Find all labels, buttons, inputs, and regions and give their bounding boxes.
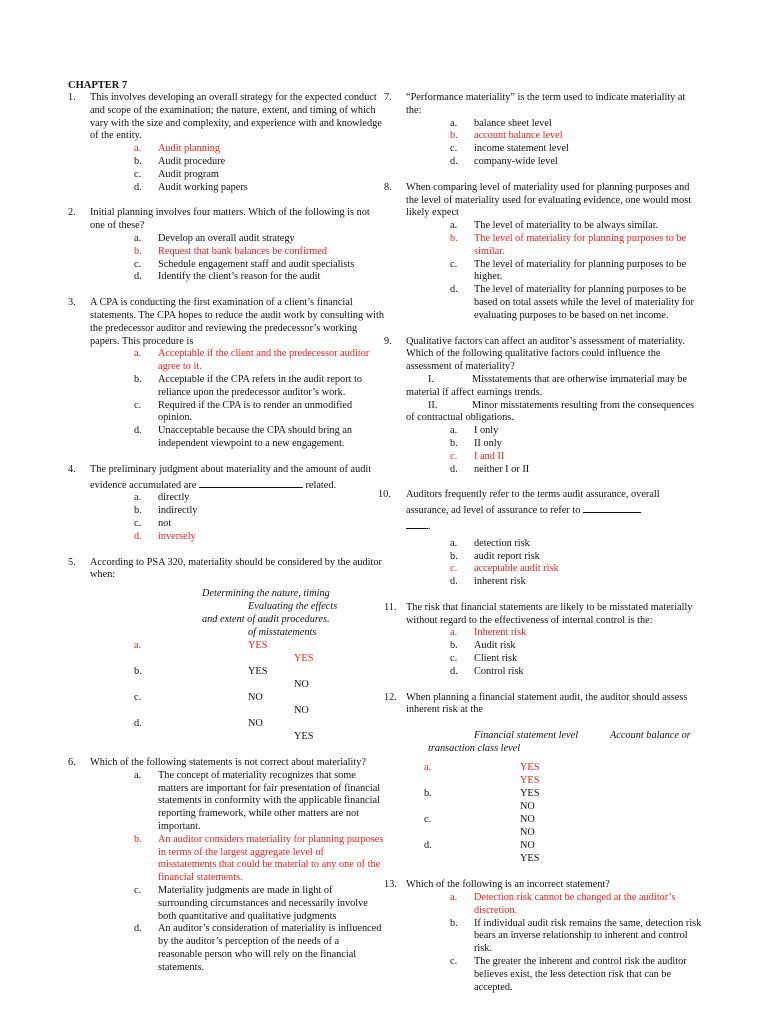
option-b[interactable]: b. Audit risk bbox=[450, 640, 516, 652]
roman-numeral: I. bbox=[428, 373, 435, 385]
option-b[interactable]: b. The level of materiality for planning purposes to be similar. bbox=[450, 232, 687, 257]
option-d[interactable]: d. The level of materiality for planning purposes to be based on total assets while the level of materiality for evaluating purposes to be based on net income. bbox=[450, 284, 694, 321]
option-c[interactable]: c. Audit program bbox=[134, 168, 219, 180]
question-number: 12. bbox=[384, 691, 397, 703]
question-text: Initial planning involves four matters. Which of the following is not one of these? bbox=[90, 207, 370, 232]
option-c[interactable]: c. NO bbox=[424, 814, 535, 826]
option-a[interactable]: a. I only bbox=[450, 425, 499, 437]
option-d[interactable]: d. inversely bbox=[134, 530, 196, 542]
option-a[interactable]: a. Develop an overall audit strategy bbox=[134, 232, 295, 244]
question-text: Which of the following statements is not correct about materiality? bbox=[90, 757, 366, 769]
option-d[interactable]: d. An auditor’s consideration of materiality is influenced by the auditor’s perception of the needs of a reasonable person who will rely on the financial statements. bbox=[134, 923, 382, 973]
roman-numeral: II. bbox=[428, 399, 438, 411]
option-d[interactable]: d. company-wide level bbox=[450, 155, 558, 167]
option-c[interactable]: c. Schedule engagement staff and audit specialists bbox=[134, 258, 355, 270]
option-b[interactable]: b. Request that bank balances be confirmed bbox=[134, 245, 327, 257]
question-text: A CPA is conducting the first examination of a client’s financial statements. The CPA hopes to reduce the audit work by consulting with the predecessor auditor and reviewing the predecessor’s working papers. This procedure is bbox=[90, 297, 384, 347]
right-column bbox=[378, 92, 702, 994]
option-c[interactable]: c. Required if the CPA is to render an unmodified opinion. bbox=[134, 399, 353, 424]
option-a[interactable]: a. directly bbox=[134, 492, 190, 504]
option-d[interactable]: d. Unacceptable because the CPA should bring an independent viewpoint to a new engagement. bbox=[134, 425, 353, 449]
question-11 bbox=[384, 602, 702, 679]
option-d[interactable]: d. NO bbox=[134, 718, 263, 730]
option-a[interactable]: a. YES bbox=[424, 762, 540, 774]
question-number: 1. bbox=[68, 92, 76, 103]
option-d[interactable]: d. neither I or II bbox=[450, 463, 530, 475]
option-d[interactable]: d. Identify the client’s reason for the audit bbox=[134, 271, 321, 283]
answer-blank-cont bbox=[406, 518, 428, 529]
question-4 bbox=[68, 464, 384, 544]
option-b[interactable]: b. If individual audit risk remains the same, detection risk bears an inverse relationship to inherent and control risk. bbox=[450, 917, 702, 955]
question-number: 8. bbox=[384, 181, 392, 193]
option-a[interactable]: a. Inherent risk bbox=[450, 627, 527, 639]
option-c[interactable]: c. The greater the inherent and control risk the auditor believes exist, the less detection risk that can be accepted. bbox=[450, 956, 687, 993]
option-b[interactable]: b. Audit procedure bbox=[134, 155, 226, 167]
column-header: Financial statement level bbox=[474, 730, 579, 742]
question-text: “Performance materiality” is the term used to indicate materiality at the: bbox=[406, 92, 686, 116]
option-c-col2: NO bbox=[520, 827, 535, 839]
option-c[interactable]: c. I and II bbox=[450, 450, 505, 462]
question-text: When comparing level of materiality used for planning purposes and the level of materiality used for evaluating evidence, one would most likely expect bbox=[406, 181, 692, 219]
option-d-col2: YES bbox=[520, 853, 540, 865]
option-c[interactable]: c. NO bbox=[134, 692, 263, 704]
column-header: and extent of audit procedures. bbox=[202, 614, 330, 626]
left-column bbox=[68, 80, 384, 975]
question-9 bbox=[384, 336, 702, 477]
question-8 bbox=[384, 182, 702, 323]
answer-blank[interactable] bbox=[583, 502, 641, 513]
question-12 bbox=[384, 692, 702, 867]
question-1 bbox=[68, 92, 384, 194]
option-d-col2: YES bbox=[294, 731, 314, 743]
option-d[interactable]: d. Control risk bbox=[450, 665, 524, 677]
option-a[interactable]: a. balance sheet level bbox=[450, 117, 552, 129]
option-c[interactable]: c. The level of materiality for planning purposes to be higher. bbox=[450, 258, 687, 283]
question-number: 10. bbox=[378, 489, 391, 501]
column-header: Determining the nature, timing bbox=[202, 588, 330, 600]
option-c[interactable]: c. income statement level bbox=[450, 143, 569, 155]
option-a[interactable]: a. Acceptable if the client and the predecessor auditor agree to it. bbox=[134, 348, 370, 373]
option-b[interactable]: b. YES bbox=[424, 788, 540, 800]
option-a[interactable]: a. The level of materiality to be always similar. bbox=[450, 220, 659, 232]
question-number: 7. bbox=[384, 92, 392, 103]
option-b[interactable]: b. An auditor considers materiality for planning purposes in terms of the largest aggregate level of misstatements that could be material to any one of the financial statements. bbox=[134, 833, 384, 884]
question-number: 5. bbox=[68, 556, 76, 568]
question-3 bbox=[68, 297, 384, 451]
answer-blank[interactable] bbox=[199, 477, 303, 488]
question-number: 11. bbox=[384, 601, 397, 613]
question-text: Which of the following is an incorrect statement? bbox=[406, 879, 610, 891]
question-text: This involves developing an overall strategy for the expected conduct and scope of the examination; the nature, extent, and timing of which vary with the size and complexity, and experience with and knowledge of the entity. bbox=[90, 92, 382, 142]
question-number: 4. bbox=[68, 463, 76, 475]
option-c[interactable]: c. Client risk bbox=[450, 653, 518, 665]
option-b[interactable]: b. II only bbox=[450, 437, 502, 449]
column-header: Evaluating the effects bbox=[248, 601, 338, 613]
option-b[interactable]: b. account balance level bbox=[450, 130, 563, 142]
question-2 bbox=[68, 207, 384, 284]
option-a-col2: YES bbox=[294, 653, 314, 665]
roman-item: Minor misstatements resulting from the consequences of contractual obligations. bbox=[406, 399, 695, 424]
question-7 bbox=[384, 92, 702, 169]
option-c[interactable]: c. acceptable audit risk bbox=[450, 563, 559, 575]
option-b-col2: NO bbox=[520, 801, 535, 813]
option-d[interactable]: d. NO bbox=[424, 840, 535, 852]
question-number: 9. bbox=[384, 335, 392, 347]
option-b[interactable]: b. indirectly bbox=[134, 505, 198, 517]
column-header: of misstatements bbox=[248, 627, 317, 639]
question-5 bbox=[68, 557, 384, 745]
option-c[interactable]: c. not bbox=[134, 517, 172, 529]
chapter-title: CHAPTER 7 bbox=[68, 80, 128, 91]
question-10 bbox=[378, 489, 702, 589]
option-b[interactable]: b. Acceptable if the CPA refers in the audit report to reliance upon the predecessor auditor’s work. bbox=[134, 373, 363, 398]
option-b-col2: NO bbox=[294, 679, 309, 691]
option-d[interactable]: d. inherent risk bbox=[450, 576, 526, 588]
option-a[interactable]: a. YES bbox=[134, 640, 268, 652]
option-a[interactable]: a. Detection risk cannot be changed at the auditor’s discretion. bbox=[450, 892, 676, 916]
column-header: Account balance or bbox=[610, 730, 691, 742]
question-text: According to PSA 320, materiality should be considered by the auditor when: bbox=[90, 556, 382, 581]
option-a-col2: YES bbox=[520, 775, 540, 787]
option-d[interactable]: d. Audit working papers bbox=[134, 181, 248, 193]
question-text: Auditors frequently refer to the terms audit assurance, overall assurance, ad level of assurance to refer to . bbox=[406, 489, 660, 532]
question-number: 6. bbox=[68, 757, 76, 769]
question-number: 2. bbox=[68, 207, 76, 219]
question-text: Qualitative factors can affect an auditor’s assessment of materiality. Which of the following qualitative factors could influence the assessment of materiality? bbox=[406, 335, 685, 373]
option-a[interactable]: a. The concept of materiality recognizes that some matters are important for fair presentation of financial statements in conformity with the applicable financial reporting framework, while other matters are not important. bbox=[134, 769, 381, 833]
column-header: transaction class level bbox=[428, 743, 521, 755]
question-text: When planning a financial statement audit, the auditor should assess inherent risk at the bbox=[406, 691, 688, 716]
question-number: 3. bbox=[68, 297, 76, 309]
question-number: 13. bbox=[384, 879, 397, 891]
question-13 bbox=[384, 879, 702, 994]
question-text: The risk that financial statements are likely to be misstated materially without regard to the effectiveness of internal control is the: bbox=[406, 601, 693, 626]
question-text: The preliminary judgment about materiality and the amount of audit evidence accumulated are related. bbox=[90, 463, 372, 491]
option-c[interactable]: c. Materiality judgments are made in light of surrounding circumstances and necessarily involve both quantitative and qualitative judgments bbox=[134, 885, 368, 922]
option-b[interactable]: b. audit report risk bbox=[450, 550, 540, 562]
roman-item: Misstatements that are otherwise immaterial may be material if affect earnings trends. bbox=[406, 373, 688, 398]
option-a[interactable]: a. Audit planning bbox=[134, 143, 221, 155]
option-c-col2: NO bbox=[294, 705, 309, 717]
option-a[interactable]: a. detection risk bbox=[450, 537, 530, 549]
question-6 bbox=[68, 757, 384, 975]
option-b[interactable]: b. YES bbox=[134, 666, 268, 678]
